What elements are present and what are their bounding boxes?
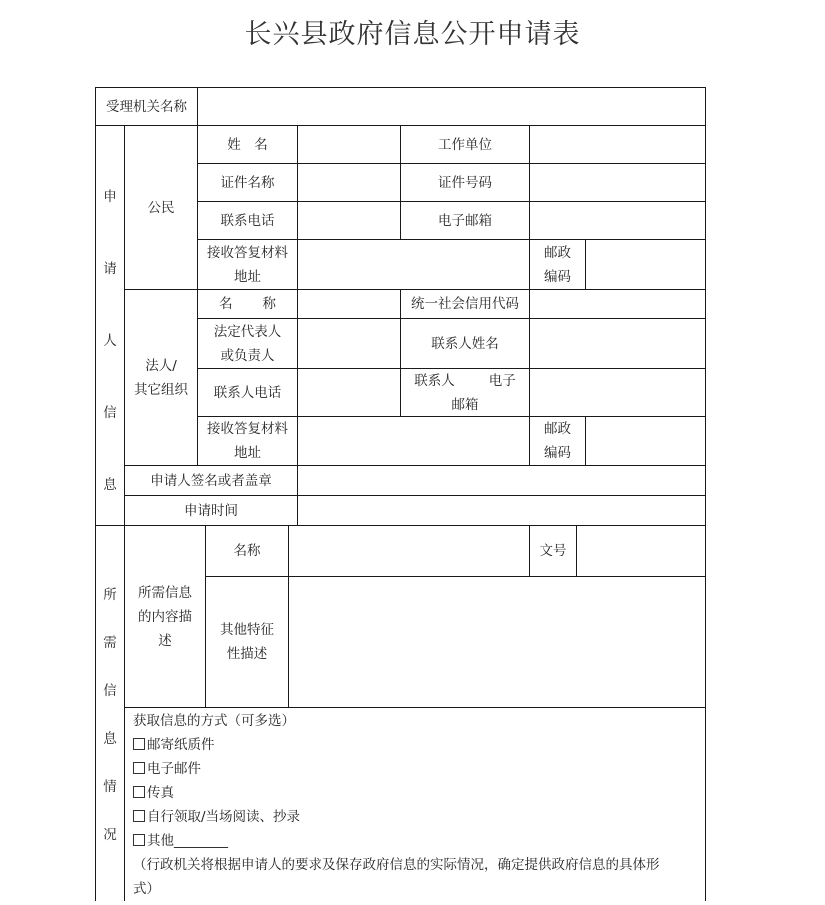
- legal-entity-group-label-line1: 法人/: [145, 357, 177, 374]
- info-section-label-2: 需: [103, 635, 117, 651]
- citizen-id-type-label: 证件名称: [220, 174, 275, 191]
- contact-phone-field[interactable]: [298, 369, 400, 416]
- legal-name-field[interactable]: [298, 290, 400, 318]
- option-mail-paper-label: 邮寄纸质件: [147, 737, 215, 753]
- checkbox-icon[interactable]: [133, 762, 145, 774]
- citizen-address-label-line1: 接收答复材料: [207, 244, 288, 261]
- contact-email-label-part3: 邮箱: [451, 396, 479, 413]
- citizen-work-unit-field[interactable]: [530, 126, 705, 163]
- info-section-label-4: 息: [103, 731, 117, 747]
- other-features-line1: 其他特征: [220, 622, 274, 638]
- citizen-work-unit-label: 工作单位: [438, 136, 492, 153]
- citizen-name-field[interactable]: [298, 126, 400, 163]
- citizen-email-field[interactable]: [530, 202, 705, 239]
- content-description-label: [125, 526, 205, 707]
- application-date-field[interactable]: [298, 496, 705, 525]
- legal-entity-group-label-line2: 其它组织: [134, 381, 188, 398]
- other-features-label: [206, 577, 288, 707]
- other-features-line2: 性描述: [226, 646, 268, 662]
- info-section-label-5: 情: [103, 779, 117, 795]
- applicant-section-label-2: 请: [103, 261, 117, 277]
- citizen-postcode-label-line2: 编码: [544, 268, 571, 285]
- legal-rep-field[interactable]: [298, 319, 400, 368]
- citizen-address-label-line2: 地址: [234, 268, 261, 285]
- acquisition-method-title: 获取信息的方式（可多选）: [133, 713, 295, 729]
- contact-email-field[interactable]: [530, 369, 705, 416]
- checkbox-icon[interactable]: [133, 834, 145, 846]
- citizen-id-type-field[interactable]: [298, 164, 400, 201]
- legal-address-label: [198, 417, 297, 465]
- page-title: 长兴县政府信息公开申请表: [244, 19, 581, 50]
- citizen-phone-label: 联系电话: [220, 212, 275, 229]
- legal-postcode-field[interactable]: [586, 417, 705, 465]
- accepting-agency-field[interactable]: [198, 88, 705, 125]
- credit-code-field[interactable]: [530, 290, 705, 318]
- legal-address-field[interactable]: [298, 417, 529, 465]
- checkbox-icon[interactable]: [133, 786, 145, 798]
- option-email-label: 电子邮件: [147, 761, 201, 777]
- acquisition-note-line1: （行政机关将根据申请人的要求及保存政府信息的实际情况，确定提供政府信息的具体形: [133, 857, 660, 873]
- legal-name-label-part1: 名: [219, 296, 233, 312]
- info-section-label-1: 所: [103, 587, 117, 603]
- contact-name-field[interactable]: [530, 319, 705, 368]
- legal-address-label-line2: 地址: [234, 445, 261, 461]
- citizen-address-label: [198, 240, 297, 289]
- citizen-name-label: 姓 名: [227, 136, 268, 153]
- legal-rep-label-line1: 法定代表人: [213, 323, 282, 340]
- contact-phone-label: 联系人电话: [213, 384, 282, 401]
- option-email[interactable]: [133, 757, 698, 781]
- option-fax[interactable]: [133, 781, 698, 805]
- acquisition-note-line2: 式）: [133, 881, 160, 897]
- contact-email-label-part1: 联系人: [414, 372, 455, 389]
- citizen-group-label: 公民: [147, 199, 175, 216]
- checkbox-icon[interactable]: [133, 810, 145, 822]
- applicant-section-label-1: 申: [103, 189, 117, 205]
- contact-email-label-part2: 电子: [488, 372, 516, 389]
- legal-postcode-label-line2: 编码: [544, 445, 571, 461]
- legal-postcode-label: [530, 417, 585, 465]
- credit-code-label: 统一社会信用代码: [411, 296, 519, 312]
- citizen-postcode-label-line1: 邮政: [544, 244, 571, 261]
- option-self-pickup-label: 自行领取/当场阅读、抄录: [147, 809, 301, 825]
- accepting-agency-label: 受理机关名称: [106, 98, 187, 115]
- applicant-section-label-4: 信: [103, 405, 117, 421]
- option-other-label: 其他________: [147, 833, 228, 849]
- legal-name-label-part2: 称: [262, 296, 276, 312]
- citizen-address-field[interactable]: [298, 240, 529, 289]
- legal-address-label-line1: 接收答复材料: [207, 421, 288, 437]
- info-section-label-6: 况: [103, 827, 117, 843]
- info-name-label: 名称: [233, 543, 261, 559]
- option-fax-label: 传真: [147, 785, 174, 801]
- citizen-phone-field[interactable]: [298, 202, 400, 239]
- contact-name-label: 联系人姓名: [431, 335, 499, 352]
- contact-email-label: [401, 369, 529, 416]
- doc-number-label: 文号: [539, 543, 567, 559]
- option-other[interactable]: [133, 829, 698, 853]
- other-features-field[interactable]: [289, 577, 705, 707]
- option-mail-paper[interactable]: [133, 733, 698, 757]
- content-description-line3: 述: [158, 632, 172, 649]
- content-description-line2: 的内容描: [138, 608, 192, 625]
- acquisition-method-block: [133, 709, 698, 901]
- signature-field[interactable]: [298, 466, 705, 495]
- option-self-pickup[interactable]: [133, 805, 698, 829]
- application-date-label: 申请时间: [184, 502, 238, 519]
- citizen-postcode-field[interactable]: [586, 240, 705, 289]
- applicant-section-label-5: 息: [103, 477, 117, 493]
- citizen-id-number-label: 证件号码: [438, 174, 492, 191]
- checkbox-icon[interactable]: [133, 738, 145, 750]
- applicant-section-label-3: 人: [103, 333, 117, 349]
- citizen-postcode-label: [530, 240, 585, 289]
- content-description-line1: 所需信息: [138, 584, 192, 601]
- signature-label: 申请人签名或者盖章: [150, 472, 272, 489]
- citizen-email-label: 电子邮箱: [438, 212, 492, 229]
- citizen-id-number-field[interactable]: [530, 164, 705, 201]
- doc-number-field[interactable]: [577, 526, 705, 576]
- legal-entity-group-label: [125, 290, 197, 465]
- info-name-field[interactable]: [289, 526, 529, 576]
- legal-rep-label-line2: 或负责人: [220, 347, 275, 364]
- legal-postcode-label-line1: 邮政: [544, 421, 571, 437]
- legal-rep-label: [198, 319, 297, 368]
- legal-name-label: [198, 290, 297, 318]
- info-section-label-3: 信: [103, 683, 117, 699]
